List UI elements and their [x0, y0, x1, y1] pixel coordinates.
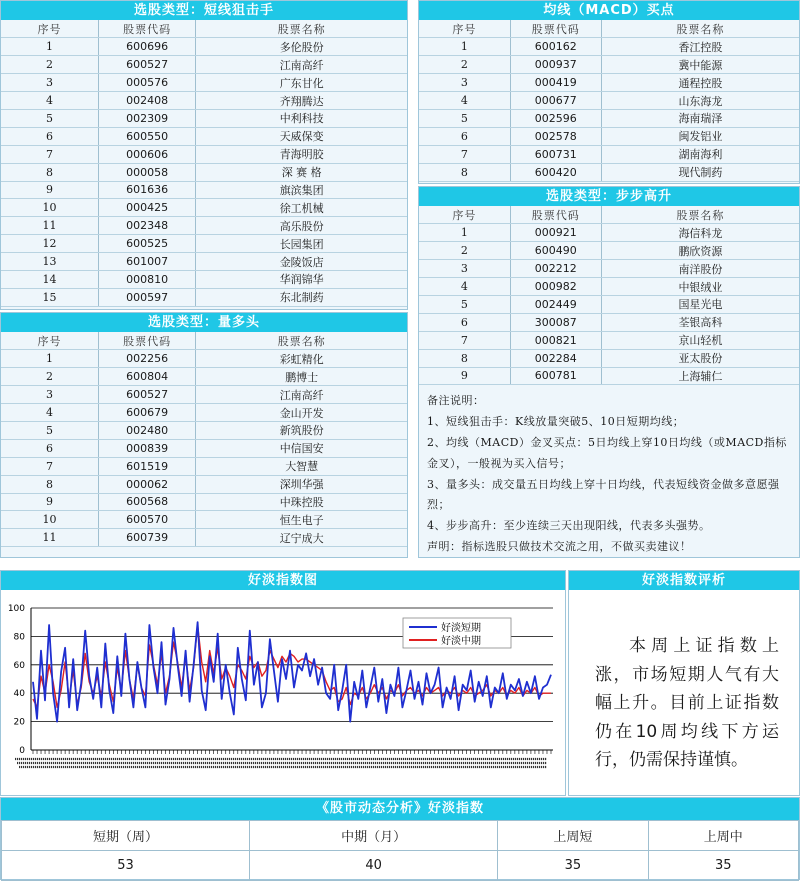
row-index: 9	[1, 493, 98, 511]
table-row	[1, 127, 407, 145]
stock-name: 海南瑞泽	[601, 109, 799, 127]
stock-code: 000425	[98, 199, 195, 217]
table-row	[1, 368, 407, 386]
stock-name: 旗滨集团	[196, 181, 407, 199]
table-row	[419, 260, 799, 278]
stock-code: 601636	[98, 181, 195, 199]
row-index: 1	[1, 350, 98, 368]
stock-code: 002480	[98, 421, 195, 439]
table-row	[1, 56, 407, 74]
index-value-last-mid: 35	[648, 851, 798, 881]
col-header-code: 股票代码	[510, 206, 601, 224]
table-row	[1, 421, 407, 439]
stock-code: 600527	[98, 56, 195, 74]
index-header-row	[2, 821, 799, 851]
row-index: 5	[419, 295, 510, 313]
col-header-name: 股票名称	[601, 206, 799, 224]
table-row	[419, 109, 799, 127]
row-index: 13	[1, 253, 98, 271]
stock-code: 601519	[98, 457, 195, 475]
row-index: 3	[419, 260, 510, 278]
stock-code: 000839	[98, 439, 195, 457]
stock-code: 002212	[510, 260, 601, 278]
legend-label-short: 好淡短期	[441, 623, 481, 634]
row-index: 1	[419, 224, 510, 242]
stock-name: 通程控股	[601, 74, 799, 92]
stock-code: 600739	[98, 529, 195, 547]
table-header-row	[1, 332, 407, 350]
row-index: 11	[1, 529, 98, 547]
row-index: 2	[419, 242, 510, 260]
stock-name: 金陵饭店	[196, 253, 407, 271]
col-header-index: 序号	[1, 332, 98, 350]
row-index: 10	[1, 511, 98, 529]
stock-code: 600804	[98, 368, 195, 386]
stock-name: 恒生电子	[196, 511, 407, 529]
col-header-index: 序号	[419, 206, 510, 224]
row-index: 2	[1, 368, 98, 386]
stock-code: 002348	[98, 217, 195, 235]
stock-code: 000419	[510, 74, 601, 92]
stock-name: 中利科技	[196, 109, 407, 127]
table-header-row	[419, 20, 799, 38]
row-index: 10	[1, 199, 98, 217]
stock-code: 002256	[98, 350, 195, 368]
table-row	[419, 56, 799, 74]
table-row	[419, 349, 799, 367]
table-row	[1, 404, 407, 422]
row-index: 6	[1, 127, 98, 145]
index-header-last-short: 上周短	[498, 821, 648, 851]
stock-name: 上海辅仁	[601, 367, 799, 385]
stock-name: 香江控股	[601, 38, 799, 56]
step-up-panel	[418, 186, 800, 558]
stock-name: 徐工机械	[196, 199, 407, 217]
y-tick-label: 0	[19, 746, 25, 756]
note-item-2: 2、均线（MACD）金叉买点：5日均线上穿10日均线（或MACD指标金叉），一般视为买入信号；	[427, 436, 787, 470]
stock-name: 大智慧	[196, 457, 407, 475]
stock-name: 齐翔腾达	[196, 92, 407, 110]
table-row	[1, 235, 407, 253]
stock-name: 湖南海利	[601, 145, 799, 163]
step-up-table	[419, 206, 799, 385]
table-row	[1, 439, 407, 457]
table-row	[419, 74, 799, 92]
table-row	[1, 475, 407, 493]
row-index: 5	[1, 109, 98, 127]
stock-name: 现代制药	[601, 163, 799, 181]
stock-code: 002309	[98, 109, 195, 127]
stock-name: 中珠控股	[196, 493, 407, 511]
comment-text: 本周上证指数上涨，市场短期人气有大幅上升。目前上证指数仍在10周均线下方运行，仍需保持谨慎。	[595, 636, 779, 770]
row-index: 3	[1, 74, 98, 92]
stock-code: 000058	[98, 163, 195, 181]
macd-title: 均线（MACD）买点	[419, 1, 799, 20]
row-index: 1	[419, 38, 510, 56]
stock-name: 天威保变	[196, 127, 407, 145]
stock-name: 国星光电	[601, 295, 799, 313]
row-index: 14	[1, 270, 98, 288]
table-row	[419, 224, 799, 242]
stock-code: 601007	[98, 253, 195, 271]
table-header-row	[1, 20, 407, 38]
row-index: 5	[1, 421, 98, 439]
stock-code: 000821	[510, 331, 601, 349]
stock-name: 鹏博士	[196, 368, 407, 386]
stock-name: 中信国安	[196, 439, 407, 457]
note-item-4: 4、步步高升：至少连续三天出现阳线，代表多头强势。	[427, 519, 711, 533]
volume-bull-table	[1, 332, 407, 547]
col-header-code: 股票代码	[510, 20, 601, 38]
stock-code: 002284	[510, 349, 601, 367]
volume-bull-title: 选股类型：量多头	[1, 313, 407, 332]
comment-title: 好淡指数评析	[569, 571, 799, 590]
table-row	[419, 278, 799, 296]
y-tick-label: 60	[13, 660, 25, 671]
table-row	[419, 145, 799, 163]
stock-name: 青海明胶	[196, 145, 407, 163]
stock-name: 深 赛 格	[196, 163, 407, 181]
chart-title: 好淡指数图	[1, 571, 565, 590]
stock-name: 深圳华强	[196, 475, 407, 493]
index-table	[1, 820, 799, 881]
row-index: 3	[1, 386, 98, 404]
stock-name: 京山轻机	[601, 331, 799, 349]
col-header-index: 序号	[1, 20, 98, 38]
row-index: 7	[1, 145, 98, 163]
row-index: 9	[419, 367, 510, 385]
stock-code: 600568	[98, 493, 195, 511]
index-title: 《股市动态分析》好淡指数	[1, 798, 799, 820]
y-tick-label: 20	[13, 717, 25, 728]
row-index: 2	[419, 56, 510, 74]
stock-code: 002596	[510, 109, 601, 127]
macd-panel	[418, 0, 800, 184]
row-index: 12	[1, 235, 98, 253]
stock-name: 闽发铝业	[601, 127, 799, 145]
row-index: 7	[419, 331, 510, 349]
table-row	[1, 217, 407, 235]
note-item-3: 3、量多头：成交量五日均线上穿十日均线，代表短线资金做多意愿强烈；	[427, 477, 780, 512]
row-index: 4	[419, 278, 510, 296]
table-row	[1, 181, 407, 199]
table-row	[1, 493, 407, 511]
index-header-mid: 中期（月）	[250, 821, 498, 851]
stock-name: 高乐股份	[196, 217, 407, 235]
col-header-name: 股票名称	[601, 20, 799, 38]
stock-name: 东北制药	[196, 288, 407, 306]
table-row	[1, 145, 407, 163]
table-row	[419, 242, 799, 260]
row-index: 15	[1, 288, 98, 306]
table-row	[419, 38, 799, 56]
sentiment-chart	[1, 590, 565, 795]
table-row	[419, 92, 799, 110]
stock-name: 新筑股份	[196, 421, 407, 439]
stock-name: 南洋股份	[601, 260, 799, 278]
comment-panel	[568, 570, 800, 796]
row-index: 2	[1, 56, 98, 74]
table-row	[419, 295, 799, 313]
stock-name: 海信科龙	[601, 224, 799, 242]
stock-code: 300087	[510, 313, 601, 331]
chart-legend	[403, 618, 511, 648]
col-header-name: 股票名称	[196, 20, 407, 38]
stock-name: 金山开发	[196, 404, 407, 422]
notes-heading: 备注说明：	[427, 394, 485, 408]
notes-section	[419, 385, 799, 557]
table-row	[1, 457, 407, 475]
table-row	[1, 92, 407, 110]
col-header-code: 股票代码	[98, 20, 195, 38]
table-row	[1, 270, 407, 288]
table-row	[419, 367, 799, 385]
row-index: 8	[419, 349, 510, 367]
stock-name: 华润锦华	[196, 270, 407, 288]
index-value-mid: 40	[250, 851, 498, 881]
stock-code: 600490	[510, 242, 601, 260]
stock-name: 中银绒业	[601, 278, 799, 296]
index-value-row	[2, 851, 799, 881]
stock-code: 000937	[510, 56, 601, 74]
short-term-title: 选股类型：短线狙击手	[1, 1, 407, 20]
stock-name: 长园集团	[196, 235, 407, 253]
macd-table	[419, 20, 799, 182]
stock-code: 600162	[510, 38, 601, 56]
stock-code: 000062	[98, 475, 195, 493]
table-header-row	[419, 206, 799, 224]
row-index: 8	[1, 475, 98, 493]
row-index: 8	[1, 163, 98, 181]
index-value-last-short: 35	[498, 851, 648, 881]
stock-name: 江南高纤	[196, 56, 407, 74]
table-row	[1, 288, 407, 306]
row-index: 5	[419, 109, 510, 127]
table-row	[1, 529, 407, 547]
col-header-index: 序号	[419, 20, 510, 38]
chart-panel	[0, 570, 566, 796]
row-index: 7	[419, 145, 510, 163]
stock-code: 000606	[98, 145, 195, 163]
y-tick-label: 40	[13, 689, 25, 700]
stock-name: 广东甘化	[196, 74, 407, 92]
stock-code: 600527	[98, 386, 195, 404]
stock-code: 002578	[510, 127, 601, 145]
index-value-short: 53	[2, 851, 250, 881]
table-row	[1, 163, 407, 181]
disclaimer: 声明：指标选股只做技术交流之用，不做买卖建议！	[427, 539, 692, 553]
table-row	[1, 350, 407, 368]
legend-label-mid: 好淡中期	[441, 636, 481, 647]
table-row	[1, 74, 407, 92]
stock-name: 江南高纤	[196, 386, 407, 404]
table-row	[1, 199, 407, 217]
row-index: 11	[1, 217, 98, 235]
stock-code: 002449	[510, 295, 601, 313]
table-row	[419, 331, 799, 349]
stock-code: 000576	[98, 74, 195, 92]
row-index: 6	[1, 439, 98, 457]
row-index: 6	[419, 313, 510, 331]
col-header-code: 股票代码	[98, 332, 195, 350]
stock-code: 600696	[98, 38, 195, 56]
stock-code: 600679	[98, 404, 195, 422]
table-row	[419, 127, 799, 145]
stock-name: 山东海龙	[601, 92, 799, 110]
volume-bull-panel	[0, 312, 408, 558]
stock-code: 600420	[510, 163, 601, 181]
stock-name: 荃银高科	[601, 313, 799, 331]
stock-code: 600550	[98, 127, 195, 145]
table-row	[1, 253, 407, 271]
step-up-title: 选股类型：步步高升	[419, 187, 799, 206]
table-row	[1, 109, 407, 127]
stock-name: 冀中能源	[601, 56, 799, 74]
row-index: 9	[1, 181, 98, 199]
y-tick-label: 80	[13, 632, 25, 643]
stock-code: 000677	[510, 92, 601, 110]
stock-code: 000982	[510, 278, 601, 296]
stock-code: 600570	[98, 511, 195, 529]
stock-name: 多伦股份	[196, 38, 407, 56]
stock-name: 彩虹精化	[196, 350, 407, 368]
y-tick-label: 100	[7, 604, 25, 614]
stock-code: 600525	[98, 235, 195, 253]
stock-code: 600731	[510, 145, 601, 163]
row-index: 1	[1, 38, 98, 56]
col-header-name: 股票名称	[196, 332, 407, 350]
row-index: 7	[1, 457, 98, 475]
stock-code: 000597	[98, 288, 195, 306]
table-row	[1, 38, 407, 56]
table-row	[1, 386, 407, 404]
stock-code: 002408	[98, 92, 195, 110]
index-header-last-mid: 上周中	[648, 821, 798, 851]
stock-name: 鹏欣资源	[601, 242, 799, 260]
short-term-panel	[0, 0, 408, 310]
row-index: 4	[1, 404, 98, 422]
row-index: 4	[419, 92, 510, 110]
table-row	[1, 511, 407, 529]
short-term-table	[1, 20, 407, 307]
index-header-short: 短期（周）	[2, 821, 250, 851]
row-index: 3	[419, 74, 510, 92]
row-index: 4	[1, 92, 98, 110]
stock-code: 600781	[510, 367, 601, 385]
row-index: 6	[419, 127, 510, 145]
note-item-1: 1、短线狙击手：K线放量突破5、10日短期均线；	[427, 415, 685, 429]
stock-code: 000921	[510, 224, 601, 242]
stock-name: 亚太股份	[601, 349, 799, 367]
stock-code: 000810	[98, 270, 195, 288]
table-row	[419, 163, 799, 181]
index-panel	[0, 797, 800, 880]
table-row	[419, 313, 799, 331]
stock-name: 辽宁成大	[196, 529, 407, 547]
row-index: 8	[419, 163, 510, 181]
